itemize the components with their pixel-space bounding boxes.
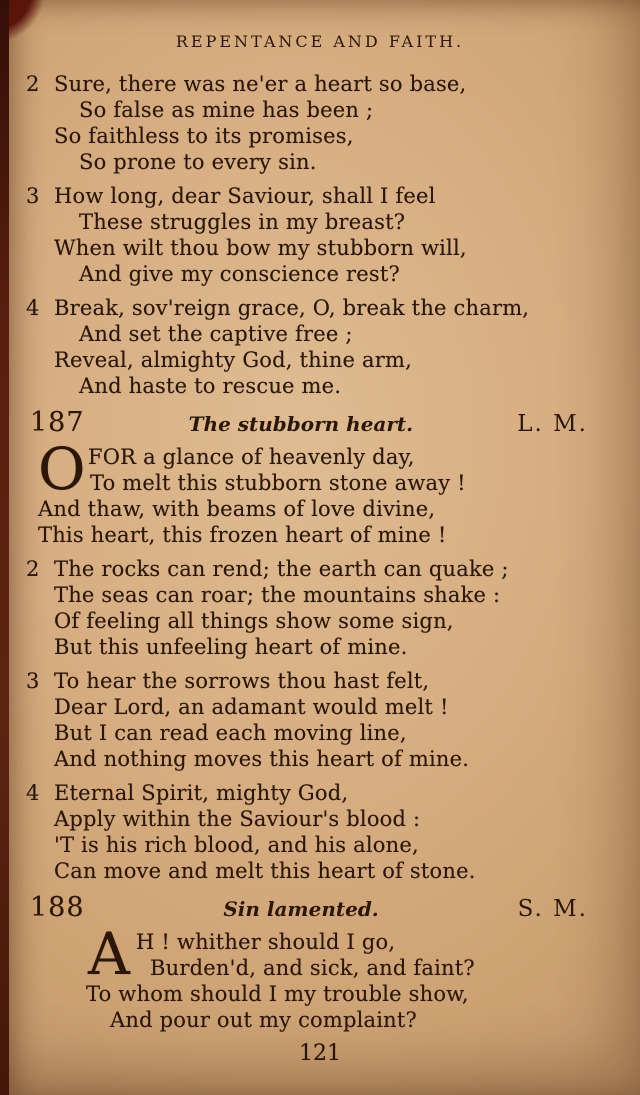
hymn-heading-187 xyxy=(30,407,610,438)
verse-line: And nothing moves this heart of mine. xyxy=(54,747,470,771)
hymn-number: 188 xyxy=(30,892,85,923)
verse-line: Eternal Spirit, mighty God, xyxy=(54,781,349,805)
verse-line: The seas can roar; the mountains shake : xyxy=(54,583,501,607)
verse-line: This heart, this frozen heart of mine ! xyxy=(38,523,447,547)
page-number: 121 xyxy=(299,1041,341,1066)
dropcap-adjacent-lines xyxy=(84,444,466,496)
verse-number: 2 xyxy=(26,72,40,96)
verse-line: To whom should I my trouble show, xyxy=(86,982,469,1006)
hymn-meter: S. M. xyxy=(517,896,588,922)
verse xyxy=(26,556,610,660)
verse-line: Reveal, almighty God, thine arm, xyxy=(54,348,412,372)
verse-line: And give my conscience rest? xyxy=(79,262,400,286)
verse-line: Apply within the Saviour's blood : xyxy=(54,807,421,831)
verse-line: And thaw, with beams of love divine, xyxy=(38,497,436,521)
verse-line: How long, dear Saviour, shall I feel xyxy=(54,184,436,208)
verse-number: 3 xyxy=(26,184,40,208)
dropcap-row xyxy=(86,920,610,988)
verse-line: And set the captive free ; xyxy=(79,322,353,346)
hymn-title: The stubborn heart. xyxy=(188,412,414,436)
verse-line: So prone to every sin. xyxy=(79,150,317,174)
verse-line: And pour out my complaint? xyxy=(110,1008,418,1032)
verse-line: Dear Lord, an adamant would melt ! xyxy=(54,695,449,719)
running-header: REPENTANCE AND FAITH. xyxy=(175,32,465,51)
verse-number: 4 xyxy=(26,296,40,320)
dropcap-row xyxy=(38,435,610,503)
verse-line: 'T is his rich blood, and his alone, xyxy=(54,833,419,857)
verse-line: To melt this stubborn stone away ! xyxy=(90,471,466,495)
verse-line: So faithless to its promises, xyxy=(54,124,354,148)
verse-line: Burden'd, and sick, and faint? xyxy=(150,956,475,980)
hymn-first-verse xyxy=(30,920,610,1033)
verse-line: But I can read each moving line, xyxy=(54,721,407,745)
dropcap-adjacent-lines xyxy=(132,929,475,981)
verse-line: Break, sov'reign grace, O, break the charm, xyxy=(54,296,530,320)
verse-line: To hear the sorrows thou hast felt, xyxy=(54,669,430,693)
verse-line: So false as mine has been ; xyxy=(79,98,374,122)
verse xyxy=(26,71,610,175)
hymn-first-verse xyxy=(30,435,610,548)
verse-line: Sure, there was ne'er a heart so base, xyxy=(54,72,467,96)
dropcap-letter: A xyxy=(88,920,130,988)
verse xyxy=(26,668,610,772)
verse-line: Can move and melt this heart of stone. xyxy=(54,859,476,883)
dropcap-letter: O xyxy=(38,435,86,503)
verse xyxy=(26,183,610,287)
verse-number: 4 xyxy=(26,781,40,805)
hymn-meter: L. M. xyxy=(517,411,588,437)
verse xyxy=(26,295,610,399)
hymn-heading-188 xyxy=(30,892,610,923)
verse-number: 3 xyxy=(26,669,40,693)
verse-line: Of feeling all things show some sign, xyxy=(54,609,454,633)
verse-line: FOR a glance of heavenly day, xyxy=(88,445,415,469)
verse-number: 2 xyxy=(26,557,40,581)
verse-line: These struggles in my breast? xyxy=(79,210,406,234)
verse-line: But this unfeeling heart of mine. xyxy=(54,635,408,659)
hymn-number: 187 xyxy=(30,407,85,438)
verse-line: And haste to rescue me. xyxy=(79,374,342,398)
verse-line: When wilt thou bow my stubborn will, xyxy=(54,236,467,260)
verse-line: H ! whither should I go, xyxy=(136,930,396,954)
verse xyxy=(26,780,610,884)
verse-line: The rocks can rend; the earth can quake ; xyxy=(54,557,509,581)
hymn-title: Sin lamented. xyxy=(223,897,379,921)
